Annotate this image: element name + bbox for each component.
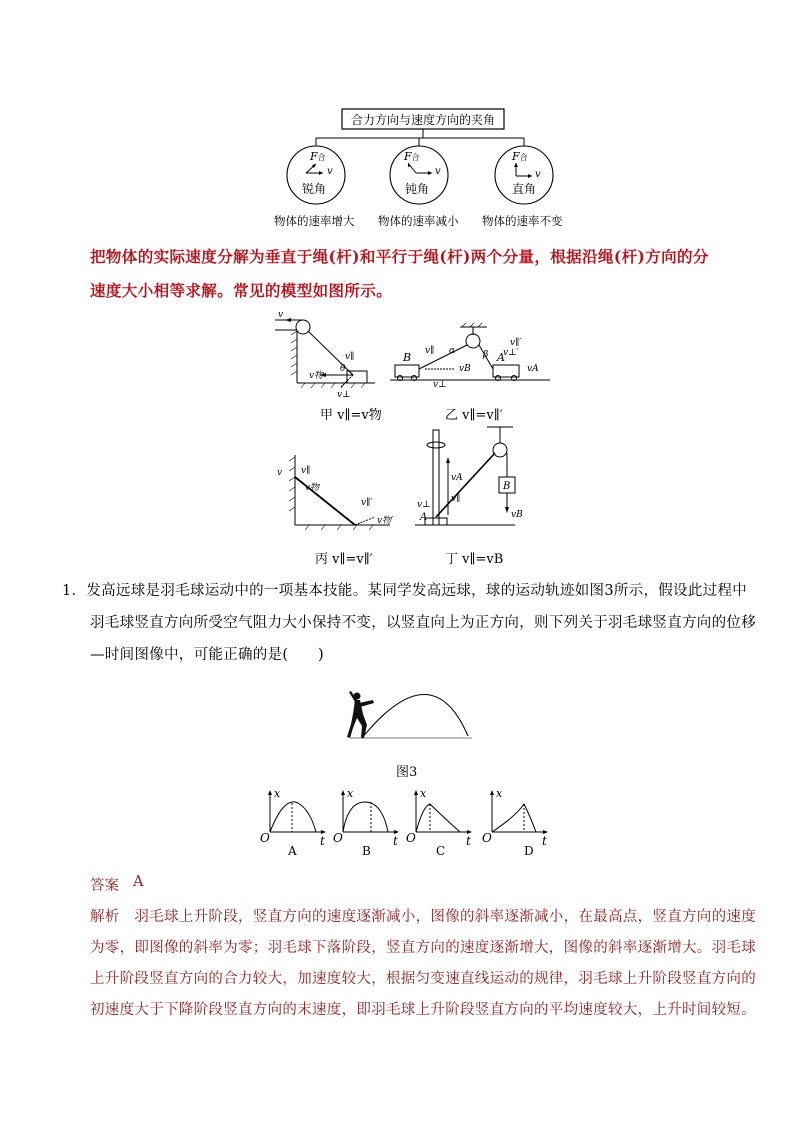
svg-text:vB: vB: [511, 510, 523, 520]
figure-3: [340, 670, 480, 750]
answer-value: A: [133, 874, 144, 890]
svg-text:v∥: v∥: [425, 346, 435, 356]
svg-text:v物: v物: [309, 371, 324, 381]
figure-3-caption: 图3: [396, 765, 418, 780]
model-figures: [265, 305, 555, 570]
svg-text:v: v: [277, 468, 283, 478]
answer-label: 答案: [90, 878, 119, 894]
angle-name: 锐角: [302, 182, 327, 196]
svg-text:v∥: v∥: [345, 352, 355, 362]
x-axis-label: t: [542, 834, 547, 848]
result-text: 物体的速率不变: [482, 214, 563, 228]
model-jia-caption: 甲 v∥=v物: [320, 408, 382, 423]
svg-text:v⊥: v⊥: [337, 390, 351, 400]
model-yi-caption: 乙 v∥=v∥′: [445, 408, 503, 423]
y-axis-label: x: [274, 787, 281, 800]
svg-text:v∥′: v∥′: [510, 338, 522, 348]
svg-text:v⊥: v⊥: [433, 380, 447, 390]
option-label: A: [288, 844, 297, 858]
concept-map: [250, 100, 590, 230]
y-axis-label: x: [347, 787, 354, 800]
origin-label: O: [482, 831, 492, 845]
force-label: F合: [512, 150, 528, 163]
y-axis-label: x: [420, 787, 427, 800]
model-ding: [415, 427, 523, 525]
analysis-line-2: 为零，即图像的斜率为零；羽毛球下落阶段，竖直方向的速度逐渐增大，图像的斜率逐渐增大。羽毛球: [90, 940, 756, 956]
angle-name: 直角: [512, 182, 537, 196]
svg-text:A: A: [497, 351, 505, 364]
svg-text:vB: vB: [459, 364, 471, 374]
svg-text:v物: v物: [305, 483, 320, 493]
force-label: F合: [404, 150, 420, 163]
question-line-2: 羽毛球竖直方向所受空气阻力大小保持不变，以竖直向上为正方向，则下列关于羽毛球竖直方向的位移: [90, 615, 756, 631]
svg-text:B: B: [503, 481, 511, 492]
svg-text:v∥′: v∥′: [361, 498, 373, 508]
analysis-line-3: 上升阶段竖直方向的合力较大，加速度较大，根据匀变速直线运动的规律，羽毛球上升阶段竖直方向的: [90, 971, 756, 987]
svg-text:v∥: v∥: [301, 466, 311, 476]
force-label: F合: [310, 150, 326, 163]
svg-text:v: v: [278, 310, 284, 320]
option-label: B: [362, 844, 371, 858]
x-axis-label: t: [393, 834, 398, 848]
svg-text:vA: vA: [451, 473, 463, 483]
player-silhouette: [347, 691, 374, 738]
velocity-label: v: [327, 166, 333, 177]
model-jia: [275, 310, 375, 400]
option-graphs: [258, 786, 568, 861]
x-axis-label: t: [466, 834, 471, 848]
x-axis-label: t: [320, 834, 325, 848]
origin-label: O: [260, 831, 270, 845]
model-bing-caption: 丙 v∥=v∥′: [315, 552, 373, 567]
method-text-line-2: 速度大小相等求解。常见的模型如图所示。: [90, 281, 393, 300]
svg-text:vA: vA: [527, 364, 539, 374]
model-ding-caption: 丁 v∥=vB: [445, 552, 504, 567]
angle-name: 钝角: [405, 182, 430, 196]
velocity-label: v: [435, 166, 441, 177]
result-text: 物体的速率减小: [378, 214, 459, 228]
velocity-label: v: [535, 169, 541, 180]
method-text-line-1: 把物体的实际速度分解为垂直于绳(杆)和平行于绳(杆)两个分量，根据沿绳(杆)方向的分: [90, 247, 709, 266]
question-number: 1．: [62, 583, 87, 599]
result-text: 物体的速率增大: [274, 214, 355, 228]
svg-text:v∥: v∥: [451, 494, 461, 504]
model-bing: [277, 455, 393, 530]
svg-text:α: α: [449, 346, 456, 356]
question-line-3: —时间图像中，可能正确的是( ): [90, 647, 324, 663]
option-graphs-drawing: [258, 786, 568, 861]
svg-text:θ: θ: [340, 364, 346, 374]
origin-label: O: [333, 831, 343, 845]
option-label: C: [436, 844, 446, 858]
svg-text:β: β: [483, 350, 489, 360]
model-yi: [390, 323, 550, 390]
svg-text:v⊥: v⊥: [417, 500, 431, 510]
y-axis-label: x: [496, 787, 503, 800]
question-line-1: 1．发高远球是羽毛球运动中的一项基本技能。某同学发高远球，球的运动轨迹如图3所示，假设此过程中: [62, 583, 748, 599]
svg-text:B: B: [403, 351, 412, 364]
analysis-line-4: 初速度大于下降阶段竖直方向的末速度，即羽毛球上升阶段竖直方向的平均速度较大，上升时间较短。: [90, 1002, 756, 1018]
model-figures-drawing: [265, 305, 555, 570]
svg-text:A: A: [420, 512, 428, 523]
option-label: D: [524, 844, 534, 858]
svg-text:v⊥′: v⊥′: [503, 348, 519, 358]
origin-label: O: [406, 831, 416, 845]
concept-map-title: 合力方向与速度方向的夹角: [350, 113, 495, 127]
analysis-line-1: 解析 羽毛球上升阶段，竖直方向的速度逐渐减小，图像的斜率逐渐减小，在最高点，竖直方向的速度: [90, 909, 756, 925]
svg-text:v物′: v物′: [377, 516, 394, 526]
trajectory-drawing: [340, 670, 480, 750]
